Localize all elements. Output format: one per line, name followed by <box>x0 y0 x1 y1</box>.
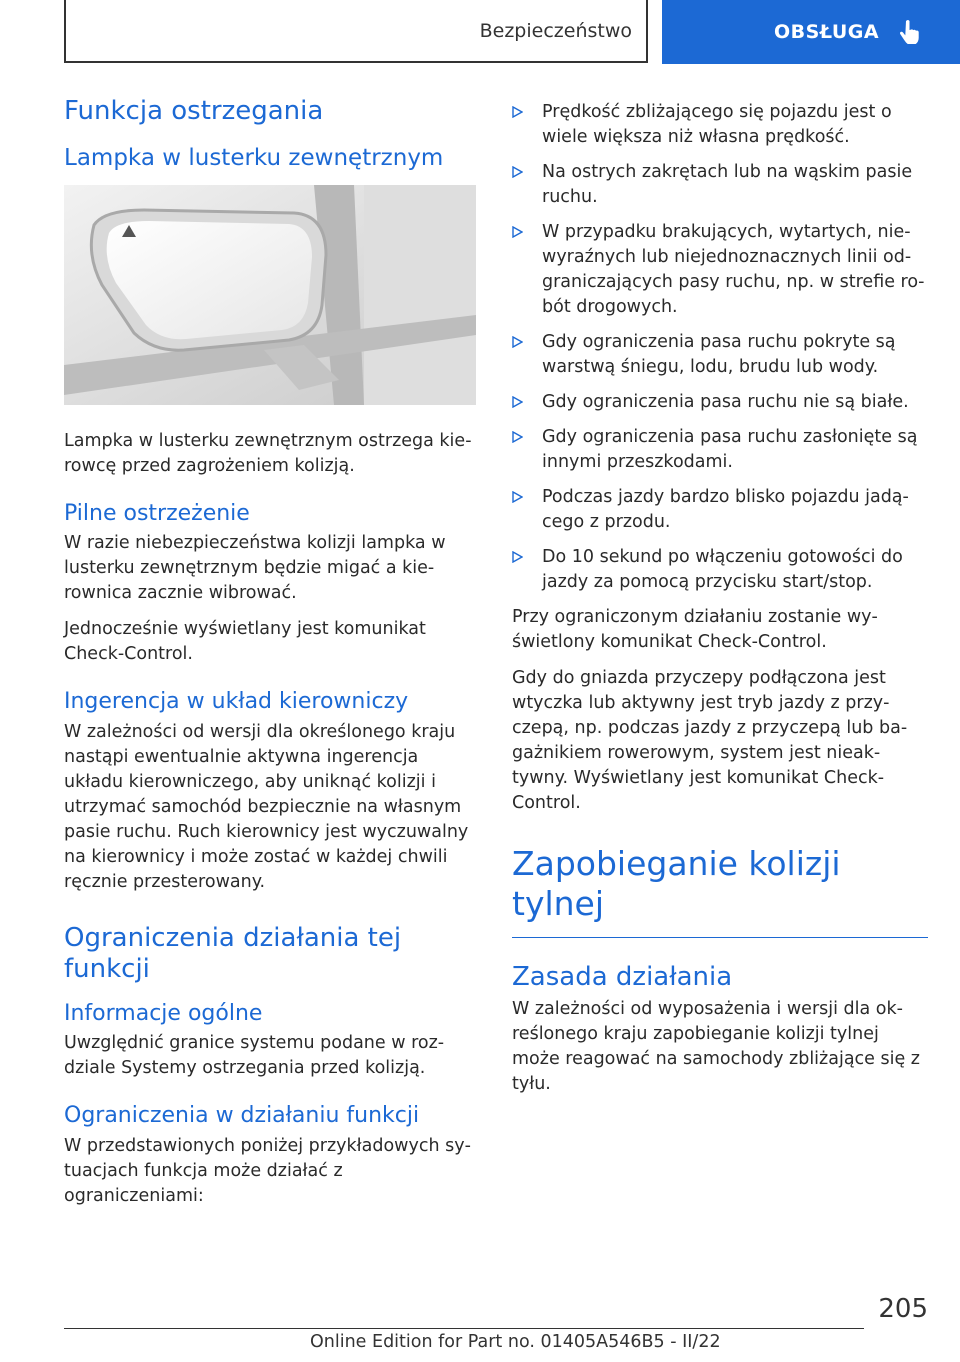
bullet-triangle-icon <box>512 491 523 503</box>
general-text: Uwzględnić granice systemu podane w rozdziale Systemy ostrzegania przed kolizją. <box>64 1033 445 1079</box>
bullet-triangle-icon <box>512 431 523 443</box>
page-number: 205 <box>878 1294 928 1324</box>
heading-mirror-lamp: Lampka w lusterku zewnętrznym <box>64 145 444 172</box>
bullet-triangle-icon <box>512 106 523 118</box>
trailer-text: Gdy do gniazda przyczepy podłączona jest wtyczka lub aktywny jest tryb jazdy z przyczepą, np. podczas jazdy z przyczepą lub bagażnikiem rowerowym, system jest nieaktywny. Wyświetlany jest komunikat Check-Control. <box>512 668 908 813</box>
list-item: Gdy ograniczenia pasa ruchu zasłonięte są innymi przeszkodami. <box>512 425 928 475</box>
limitations-list <box>512 100 928 595</box>
header-section-title: Bezpieczeństwo <box>479 19 632 42</box>
limited-text: W przedstawionych poniżej przykładowych sytuacjach funkcja może działać z ograniczeniami: <box>64 1135 471 1206</box>
list-item: Gdy ograniczenia pasa ruchu pokryte są warstwą śniegu, lodu, brudu lub wody. <box>512 330 928 380</box>
list-item: Do 10 sekund po włączeniu gotowości do jazdy za pomocą przycisku start/stop. <box>512 545 928 595</box>
bullet-triangle-icon <box>512 226 523 238</box>
bullet-triangle-icon <box>512 551 523 563</box>
list-item: W przypadku brakujących, wytartych, niewyraźnych lub niejednoznacznych linii odgraniczających pasy ruchu, np. w strefie robót drogowych. <box>512 220 928 320</box>
list-item: Gdy ograniczenia pasa ruchu nie są białe. <box>512 390 928 415</box>
limited-info-text: Przy ograniczonym działaniu zostanie wyświetlony komunikat Check-Control. <box>512 607 878 652</box>
heading-general-info: Informacje ogólne <box>64 1000 263 1026</box>
bullet-triangle-icon <box>512 396 523 408</box>
principle-text: W zależności od wyposażenia i wersji dla określonego kraju zapobieganie kolizji tylnej może reagować na samochody zbliżające się z tyłu. <box>512 999 920 1095</box>
header-tab[interactable] <box>662 0 960 64</box>
heading-principle: Zasada działania <box>512 962 733 993</box>
lamp-description: Lampka w lusterku zewnętrznym ostrzega kierowcę przed zagrożeniem kolizją. <box>64 430 472 476</box>
list-item: Prędkość zbliżającego się pojazdu jest o wiele większa niż własna prędkość. <box>512 100 928 150</box>
hand-pointer-icon <box>899 19 921 45</box>
left-column <box>64 96 476 1220</box>
urgent-text-1: W razie niebezpieczeństwa kolizji lampka w lusterku zewnętrznym będzie migać a kierownica zacznie wibrować. <box>64 533 446 604</box>
heading-rear-collision: Zapobieganie kolizji tylnej <box>512 844 928 938</box>
header-section <box>64 0 648 63</box>
heading-steering-intervention: Ingerencja w układ kierowniczy <box>64 689 409 715</box>
steering-text: W zależności od wersji dla określonego kraju nastąpi ewentualnie aktywna ingerencja układu kierowniczego, aby uniknąć kolizji i utrzymać samochód bezpiecznie na własnym pasie ruchu. Ruch kierownicy jest wyczuwalny na kierownicy i może zostać w każdej chwili ręcznie przesterowany. <box>64 721 469 892</box>
footer-divider <box>64 1328 864 1329</box>
list-item: Na ostrych zakrętach lub na wąskim pasie ruchu. <box>512 160 928 210</box>
urgent-text-2: Jednocześnie wyświetlany jest komunikat Check-Control. <box>64 619 426 665</box>
heading-function-limits: Ograniczenia działania tej funkcji <box>64 922 402 984</box>
mirror-illustration <box>64 185 476 405</box>
heading-limited-function: Ograniczenia w działaniu funkcji <box>64 1103 420 1129</box>
list-item: Podczas jazdy bardzo blisko pojazdu jadącego z przodu. <box>512 485 928 535</box>
right-column <box>512 96 928 1108</box>
bullet-triangle-icon <box>512 336 523 348</box>
heading-warning-function: Funkcja ostrzegania <box>64 96 324 126</box>
heading-urgent-warning: Pilne ostrzeżenie <box>64 500 250 526</box>
footer-edition: Online Edition for Part no. 01405A546B5 - II/22 <box>310 1332 721 1352</box>
bullet-triangle-icon <box>512 166 523 178</box>
header-tab-label: OBSŁUGA <box>774 21 880 43</box>
